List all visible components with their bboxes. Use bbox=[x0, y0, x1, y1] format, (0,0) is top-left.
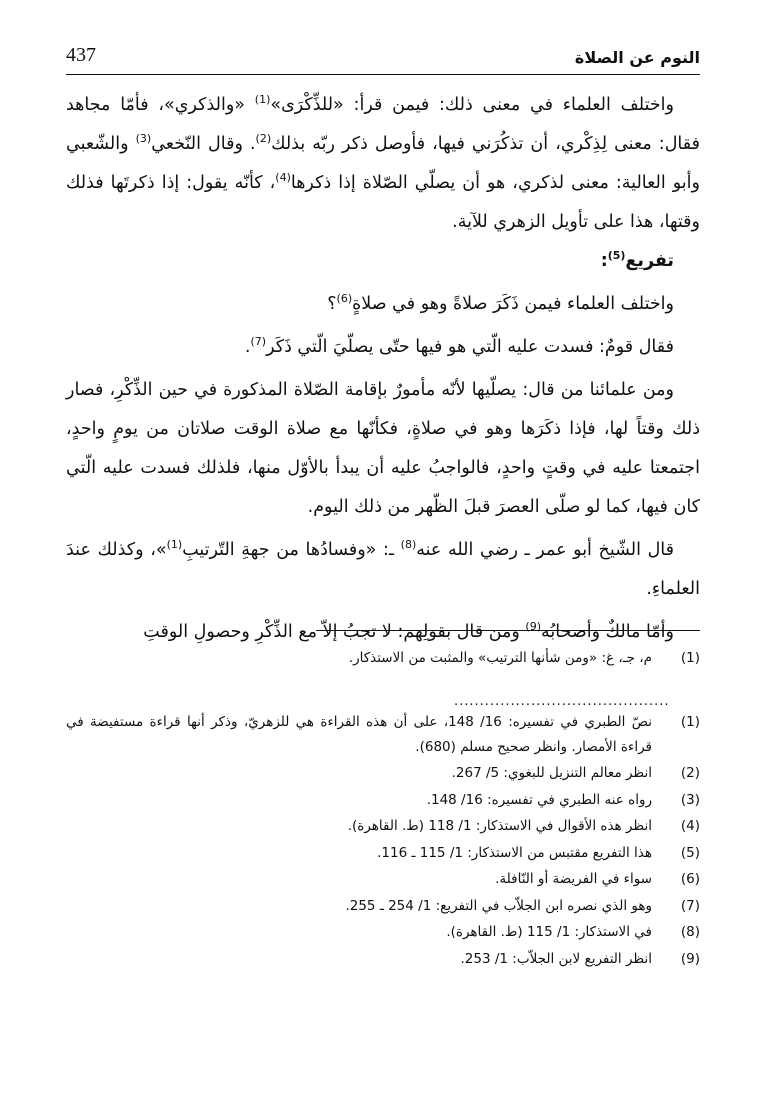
text-run: ـ: «وفسادُها من جهةِ التّرتيبِ bbox=[182, 540, 401, 560]
paragraph-3 bbox=[66, 328, 700, 367]
footnote-ref: (1) bbox=[254, 93, 271, 107]
main-text bbox=[66, 86, 700, 656]
heading-colon: : bbox=[600, 251, 608, 271]
footnote-text: وهو الذي نصره ابن الجلاّب في التفريع: 1/ 254 ـ 255. bbox=[345, 897, 652, 914]
footnote-ref: (8) bbox=[400, 538, 417, 552]
footnote-item bbox=[66, 893, 700, 920]
footnote-text: هذا التفريع مقتبس من الاستذكار: 1/ 115 ـ 116. bbox=[377, 844, 652, 861]
text-run: . وقال النّخعي bbox=[151, 134, 256, 154]
footnote-item bbox=[66, 760, 700, 787]
footnote-text: في الاستذكار: 1/ 115 (ط. القاهرة). bbox=[446, 924, 652, 940]
section-heading bbox=[66, 242, 700, 281]
paragraph-4: ومن علمائنا من قال: يصلّيها لأنّه مأمورٌ بإقامة الصّلاة المذكورة في حين الذِّكْرِ، فصار ذلك وقتاً لها، فإذا ذكَرَها وهو في صلاةٍ، فكأنّها مع صلاة الوقت صلاتان من يومٍ واحدٍ، اجتمعتا عليه في وقتٍ واحدٍ، فالواجبُ عليه أن يبدأ بالأوّل منها، فلذلك فسدت عليه الّتي كان فيها، كما لو صلّى العصرَ قبلَ الظّهر من ذلك اليوم. bbox=[66, 380, 700, 517]
footnote-number: (8) bbox=[680, 924, 700, 940]
footnote-ref: (6) bbox=[336, 292, 353, 306]
footnote-item bbox=[66, 919, 700, 946]
text-run: »، وكذلك عندَ العلماءِ. bbox=[66, 540, 700, 599]
footnote-ref: (7) bbox=[250, 335, 267, 349]
variant-note bbox=[66, 646, 700, 671]
footnote-number: (7) bbox=[680, 897, 700, 914]
separator-dots: .......................................... bbox=[454, 694, 670, 709]
page-header bbox=[66, 44, 700, 75]
footnote-text: انظر معالم التنزيل للبغوي: 5/ 267. bbox=[451, 765, 652, 781]
text-run: ومن قال بقولِهم: لا تجبُ إلاّ مع الذِّكْرِ وحصولِ الوقتِ bbox=[143, 622, 526, 642]
text-run: «والذكري»، فأمّا مجاهد فقال: معنى لِذِكْري، أن تذكُرَني فيها، فأوصل ذكر ربّه بذلك bbox=[66, 95, 700, 154]
footnote-item bbox=[66, 710, 700, 760]
text-run: . bbox=[244, 337, 251, 357]
text-run: قال الشّيخ أبو عمر ـ رضي الله عنه bbox=[416, 540, 674, 560]
footnote-ref: (2) bbox=[255, 132, 272, 146]
footnote-item bbox=[66, 840, 700, 867]
footnote-item bbox=[66, 866, 700, 893]
text-run: والشّعبي وأبو العالية: معنى لذكري، هو أن يصلّي الصّلاة إذا ذكرها bbox=[66, 134, 700, 193]
footnote-text: نصّ الطبري في تفسيره: 16/ 148، على أن هذه القراءة هي للزهريّ، وذكر أنها قراءة مستفيضة في قراءة الأمصار. وانظر صحيح مسلم (680). bbox=[66, 714, 652, 755]
footnote-item bbox=[66, 813, 700, 840]
variant-note-text: م، جـ، غ: «ومن شأنها الترتيب» والمثبت من الاستذكار. bbox=[348, 650, 652, 666]
footnote-number: (6) bbox=[680, 871, 700, 887]
footnote-ref: (1) bbox=[166, 538, 183, 552]
text-run: ، كأنّه يقول: إذا ذكرتَها فذلك وقتها، هذا على تأويل الزهري للآية. bbox=[66, 173, 700, 232]
text-run: واختلف العلماء في معنى ذلك: فيمن قرأ: «للذِّكْرَى» bbox=[270, 95, 674, 115]
paragraph-5 bbox=[66, 531, 700, 609]
text-run: واختلف العلماء فيمن ذَكَرَ صلاةً وهو في صلاةٍ bbox=[352, 294, 674, 314]
footnote-text: سواء في الفريضة أو النّافلة. bbox=[495, 871, 652, 887]
variant-note-number: (1) bbox=[680, 650, 700, 666]
page-number: 437 bbox=[66, 44, 96, 66]
footnote-number: (4) bbox=[680, 818, 700, 834]
footnote-text: انظر هذه الأقوال في الاستذكار: 1/ 118 (ط. القاهرة). bbox=[347, 818, 652, 834]
footnote-number: (1) bbox=[680, 714, 700, 730]
footnotes-list bbox=[66, 710, 700, 972]
footnote-rule bbox=[316, 630, 700, 631]
footnote-number: (5) bbox=[680, 844, 700, 861]
footnote-text: رواه عنه الطبري في تفسيره: 16/ 148. bbox=[426, 791, 652, 808]
footnote-text: انظر التفريع لابن الجلاّب: 1/ 253. bbox=[460, 950, 652, 967]
running-title: النوم عن الصلاة bbox=[574, 48, 700, 67]
footnote-ref: (3) bbox=[135, 132, 152, 146]
paragraph-2 bbox=[66, 285, 700, 324]
footnote-item bbox=[66, 946, 700, 973]
footnote-number: (2) bbox=[680, 765, 700, 781]
text-run: وأمّا مالكٌ وأصحابُه bbox=[541, 622, 674, 642]
footnote-ref: (9) bbox=[525, 620, 541, 634]
footnote-item bbox=[66, 787, 700, 814]
footnote-number: (9) bbox=[680, 950, 700, 967]
text-run: ؟ bbox=[327, 294, 337, 314]
book-page bbox=[66, 0, 700, 1104]
heading-text: تفريع bbox=[625, 251, 674, 271]
text-run: فقال قومٌ: فسدت عليه الّتي هو فيها حتّى يصلّيَ الّتي ذَكَر bbox=[266, 337, 674, 357]
footnote-ref: (4) bbox=[275, 171, 291, 185]
footnote-ref: (5) bbox=[607, 249, 626, 263]
footnote-number: (3) bbox=[680, 791, 700, 808]
paragraph-1 bbox=[66, 86, 700, 242]
